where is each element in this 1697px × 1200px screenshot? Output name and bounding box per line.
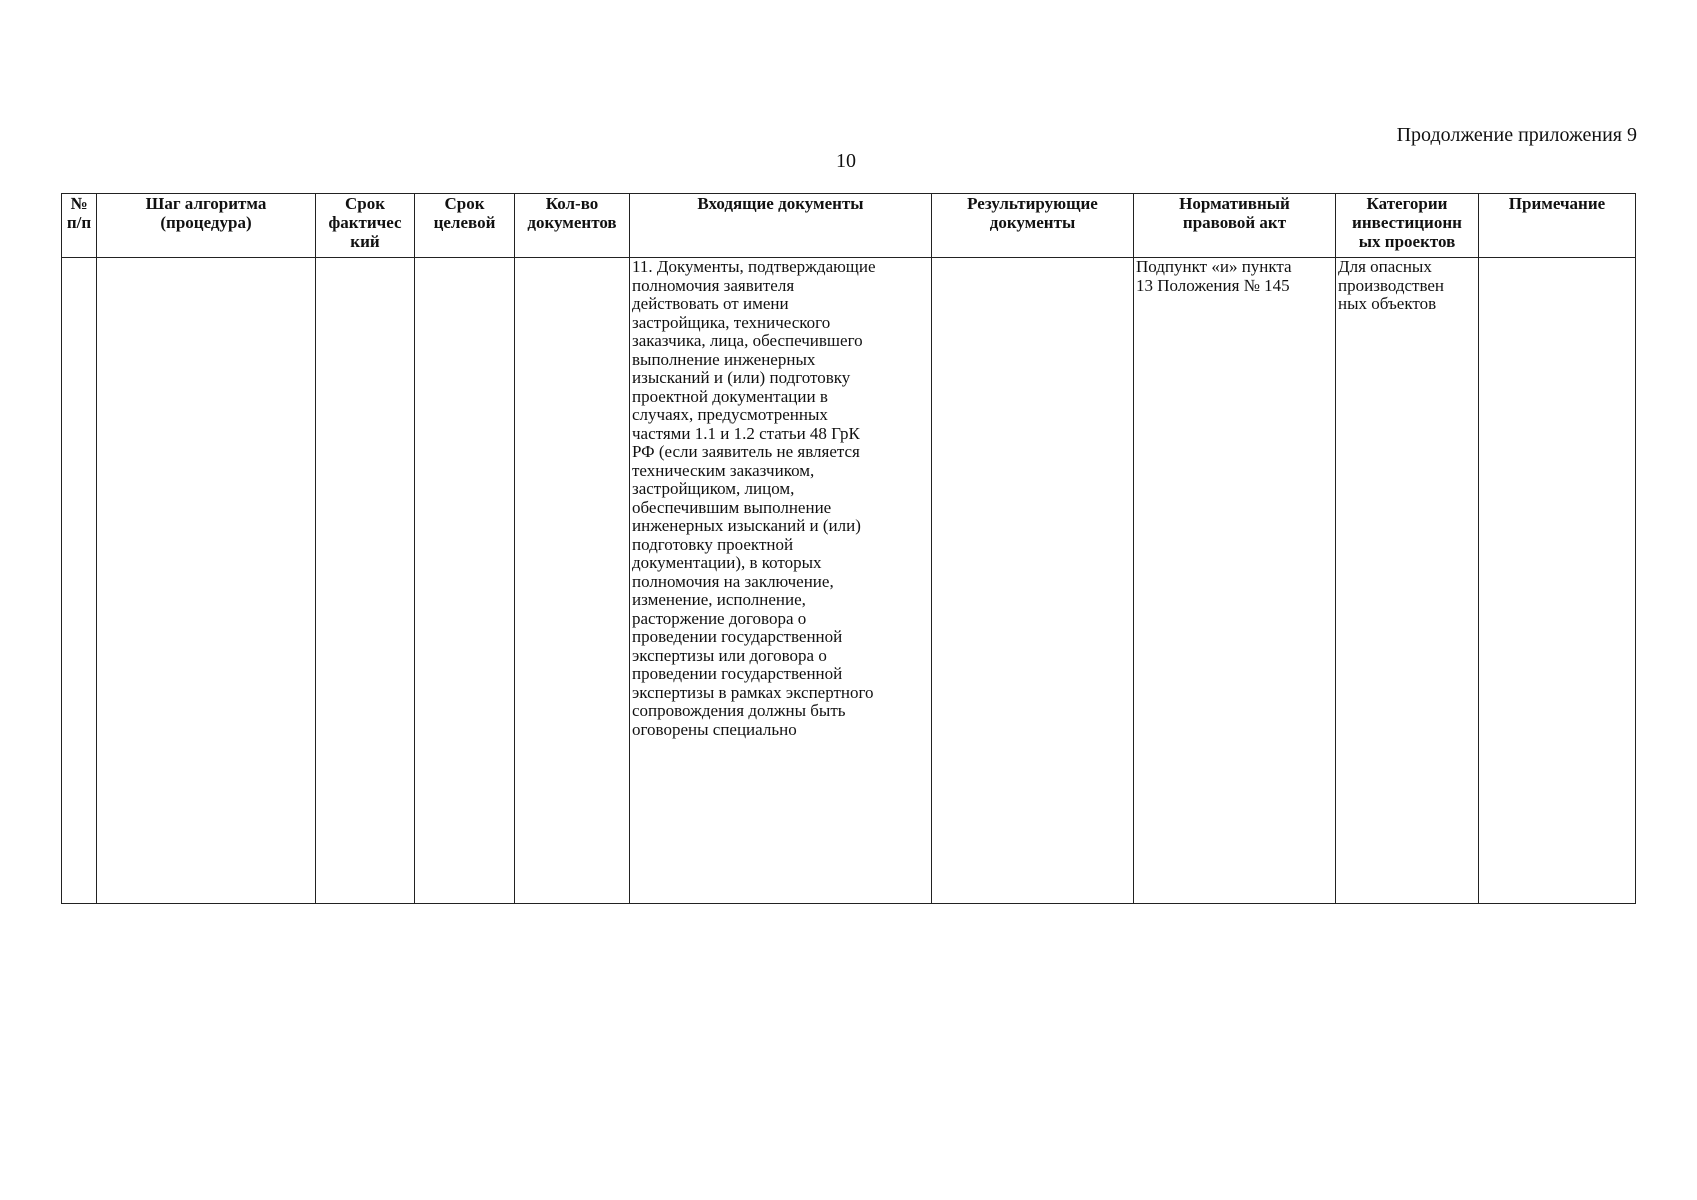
column-header-resulting-documents: Результирующие документы bbox=[932, 194, 1134, 258]
column-header-doc-count: Кол-во документов bbox=[515, 194, 630, 258]
cell-doc-count bbox=[515, 258, 630, 904]
cell-term-target bbox=[415, 258, 515, 904]
cell-number bbox=[62, 258, 97, 904]
appendix-continuation-label: Продолжение приложения 9 bbox=[1396, 124, 1637, 146]
cell-legal-act: Подпункт «и» пункта 13 Положения № 145 bbox=[1134, 258, 1336, 904]
algorithm-table bbox=[61, 193, 1636, 904]
cell-project-categories: Для опасных производствен ных объектов bbox=[1336, 258, 1479, 904]
column-header-term-target: Срок целевой bbox=[415, 194, 515, 258]
column-header-legal-act: Нормативный правовой акт bbox=[1134, 194, 1336, 258]
column-header-project-categories: Категории инвестиционн ых проектов bbox=[1336, 194, 1479, 258]
cell-note bbox=[1479, 258, 1636, 904]
cell-term-actual bbox=[316, 258, 415, 904]
column-header-term-actual: Срок фактичес кий bbox=[316, 194, 415, 258]
cell-step bbox=[97, 258, 316, 904]
table-header-row bbox=[62, 194, 1636, 258]
cell-resulting-documents bbox=[932, 258, 1134, 904]
page-number: 10 bbox=[836, 150, 856, 172]
column-header-step: Шаг алгоритма (процедура) bbox=[97, 194, 316, 258]
table-row bbox=[62, 258, 1636, 904]
column-header-note: Примечание bbox=[1479, 194, 1636, 258]
cell-incoming-documents: 11. Документы, подтверждающие полномочия заявителя действовать от имени застройщика, технического заказчика, лица, обеспечившего выполнение инженерных изысканий и (или) подготовку проектной документации в случаях, предусмотренных частями 1.1 и 1.2 статьи 48 ГрК РФ (если заявитель не является техническим заказчиком, застройщиком, лицом, обеспечившим выполнение инженерных изысканий и (или) подготовку проектной документации), в которых полномочия на заключение, изменение, исполнение, расторжение договора о проведении государственной экспертизы или договора о проведении государственной экспертизы в рамках экспертного сопровождения должны быть оговорены специально bbox=[630, 258, 932, 904]
column-header-number: № п/п bbox=[62, 194, 97, 258]
column-header-incoming-documents: Входящие документы bbox=[630, 194, 932, 258]
